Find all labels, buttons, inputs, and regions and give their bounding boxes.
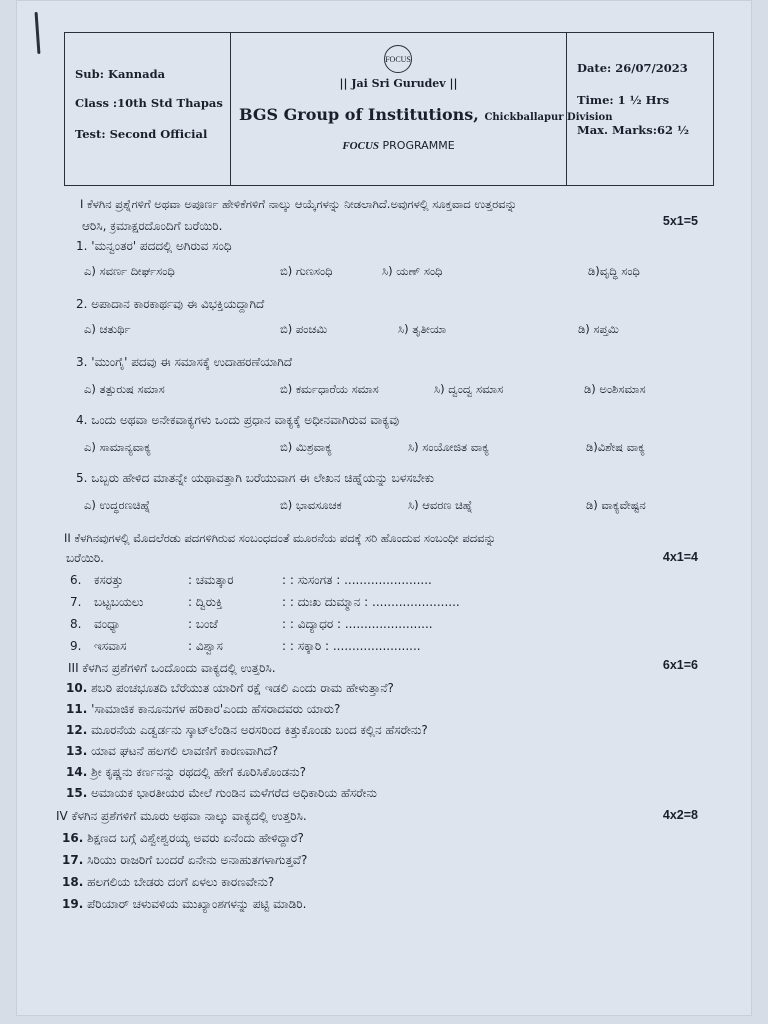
question-4: 4. ಒಂದು ಅಥವಾ ಅನೇಕವಾಕ್ಯಗಳು ಒಂದು ಪ್ರಧಾನ ವಾಕ್ಯಕ್ಕೆ ಅಧೀನವಾಗಿರುವ ವಾಕ್ಯವು: [76, 413, 400, 427]
motto: || Jai Sri Gurudev ||: [339, 77, 458, 90]
q3-option-b: ಬಿ) ಕರ್ಮಧಾರೆಯ ಸಮಾಸ: [280, 382, 379, 396]
analogy-word1: ಕಸರತ್ತು: [94, 573, 124, 587]
q5-option-a: ಎ) ಉದ್ಧರಣಚಿಹ್ನೆ: [84, 498, 151, 512]
analogy-word1: ವಂಧ್ಯಾ: [94, 617, 121, 631]
test-name: Test: Second Official: [75, 127, 208, 141]
analogy-word3: : : ದುಃಖ ದುಮ್ಮಾನ : .......................: [282, 595, 460, 609]
exam-time: Time: 1 ½ Hrs: [577, 93, 670, 107]
class-info: Class :10th Std Thapas: [75, 96, 223, 110]
q2-option-d: ಡಿ) ಸಪ್ತಮಿ: [578, 322, 619, 336]
q3-option-a: ಎ) ತತ್ಪುರುಷ ಸಮಾಸ: [84, 382, 165, 396]
question-16: 16. ಶಿಕ್ಷಣದ ಬಗ್ಗೆ ವಿಶ್ವೇಶ್ವರಯ್ಯ ಅವರು ಏನೆಂದು ಹೇಳಿದ್ದಾರೆ?: [62, 831, 304, 845]
q4-option-a: ಎ) ಸಾಮಾನ್ಯವಾಕ್ಯ: [84, 440, 151, 454]
analogy-number: 7.: [70, 595, 82, 609]
header-right: [567, 33, 713, 185]
q1-option-d: ಡಿ)ವೃದ್ಧಿ ಸಂಧಿ: [588, 264, 640, 278]
question-18: 18. ಹಲಗಲಿಯ ಬೇಡರು ದಂಗೆ ಏಳಲು ಕಾರಣವೇನು?: [62, 875, 275, 889]
analogy-word3: : : ವಿದ್ಯಾಧರ : .......................: [282, 617, 433, 631]
analogy-number: 8.: [70, 617, 82, 631]
q1-option-b: ಬಿ) ಗುಣಸಂಧಿ: [280, 264, 333, 278]
margin-pen-mark: [35, 12, 41, 54]
q4-option-c: ಸಿ) ಸಂಯೋಜಿತ ವಾಕ್ಯ: [408, 440, 490, 454]
question-11: 11. 'ಸಾಮಾಜಿಕ ಕಾನೂನುಗಳ ಹರಿಕಾರ'ಎಂದು ಹೆಸರಾದವರು ಯಾರು?: [66, 702, 341, 716]
section4-marks: 4x2=8: [662, 808, 698, 822]
question-2: 2. ಅಪಾದಾನ ಕಾರಕಾರ್ಥವು ಈ ವಿಭಕ್ತಿಯದ್ದಾಗಿದೆ: [76, 297, 265, 311]
programme-label: FOCUS PROGRAMME: [342, 139, 455, 152]
institution-name: BGS Group of Institutions, Chickballapur Division: [239, 105, 613, 124]
section2-marks: 4x1=4: [662, 550, 698, 564]
section2-instruction-cont: ಬರೆಯಿರಿ.: [66, 551, 104, 565]
analogy-word2: : ಚಮತ್ಕಾರ: [188, 573, 234, 587]
question-19: 19. ಪೆರಿಯಾರ್ ಚಳುವಳಿಯ ಮುಖ್ಯಾಂಶಗಳನ್ನು ಪಟ್ಟಿ ಮಾಡಿರಿ.: [62, 897, 307, 911]
max-marks: Max. Marks:62 ½: [577, 123, 689, 137]
question-10: 10. ಶಬರಿ ಪಂಚಭೂತದಿ ಬೆರೆಯುತ ಯಾರಿಗೆ ರಕ್ಷೆ ಇಡಲಿ ಎಂದು ರಾಮ ಹೇಳುತ್ತಾನೆ?: [66, 681, 394, 695]
section2-instruction: II ಕೆಳಗಿನವುಗಳಲ್ಲಿ ಮೊದಲೆರಡು ಪದಗಳಿಗಿರುವ ಸಂಬಂಧದಂತೆ ಮೂರನೆಯ ಪದಕ್ಕೆ ಸರಿ ಹೊಂದುವ ಸಂಬಂಧೀ ಪದವನ್ನು: [64, 531, 497, 545]
analogy-word2: : ಬಂಜೆ: [188, 617, 218, 631]
question-17: 17. ಸಿರಿಯು ರಾಜರಿಗೆ ಬಂದರೆ ಏನೇನು ಅನಾಹುತಗಳಾಗುತ್ತವೆ?: [62, 853, 308, 867]
question-15: 15. ಅಮಾಯಕ ಭಾರತೀಯರ ಮೇಲೆ ಗುಂಡಿನ ಮಳೆಗರೆದ ಅಧಿಕಾರಿಯ ಹೆಸರೇನು: [66, 786, 377, 800]
subject: Sub: Kannada: [75, 67, 166, 81]
header-box: [64, 32, 714, 186]
section3-marks: 6x1=6: [662, 658, 698, 672]
q3-option-c: ಸಿ) ದ್ವಂದ್ವ ಸಮಾಸ: [434, 382, 504, 396]
focus-logo: FOCUS: [384, 45, 412, 73]
question-5: 5. ಒಬ್ಬರು ಹೇಳಿದ ಮಾತನ್ನೇ ಯಥಾವತ್ತಾಗಿ ಬರೆಯುವಾಗ ಈ ಲೇಖನ ಚಿಹ್ನೆಯನ್ನು ಬಳಸಬೇಕು: [76, 471, 435, 485]
exam-paper: [16, 0, 752, 1016]
header-center: [231, 33, 613, 185]
q5-option-b: ಬಿ) ಭಾವಸೂಚಕ: [280, 498, 342, 512]
question-1: 1. 'ಮನ್ವಂತರ' ಪದದಲ್ಲಿ ಅಗಿರುವ ಸಂಧಿ: [76, 239, 232, 253]
division: Chickballapur Division: [484, 112, 613, 123]
section1-marks: 5x1=5: [662, 214, 698, 228]
header-left: [65, 33, 231, 185]
q2-option-b: ಬಿ) ಪಂಚಮಿ: [280, 322, 328, 336]
q4-option-b: ಬಿ) ಮಿಶ್ರವಾಕ್ಯ: [280, 440, 332, 454]
question-3: 3. 'ಮುಂಗೈ' ಪದವು ಈ ಸಮಾಸಕ್ಕೆ ಉದಾಹರಣೆಯಾಗಿದೆ: [76, 355, 293, 369]
question-12: 12. ಮೂರನೆಯ ಎಡ್ವರ್ಡನು ಸ್ಕಾಟ್‌ಲೆಂಡಿನ ಅರಸರಿಂದ ಕಿತ್ತುಕೊಂಡು ಬಂದ ಕಲ್ಲಿನ ಹೆಸರೇನು?: [66, 723, 428, 737]
analogy-word3: : : ಸುಸಂಗತ : .......................: [282, 573, 432, 587]
q4-option-d: ಡಿ)ವಿಶೇಷ ವಾಕ್ಯ: [586, 440, 645, 454]
analogy-number: 6.: [70, 573, 82, 587]
analogy-word2: : ವಿಶ್ವಾಸ: [188, 639, 223, 653]
exam-date: Date: 26/07/2023: [577, 61, 688, 75]
q1-option-a: ಎ) ಸವರ್ಣ ದೀರ್ಘಸಂಧಿ: [84, 264, 175, 278]
analogy-word3: : : ಸಕ್ಕಾರಿ : .......................: [282, 639, 421, 653]
q2-option-c: ಸಿ) ತೃತೀಯಾ: [398, 322, 447, 336]
section3-instruction: III ಕೆಳಗಿನ ಪ್ರಶೆಗಳಿಗೆ ಒಂದೊಂದು ವಾಕ್ಯದಲ್ಲಿ ಉತ್ತರಿಸಿ.: [68, 661, 276, 675]
analogy-number: 9.: [70, 639, 82, 653]
question-13: 13. ಯಾವ ಘಟನೆ ಹಲಗಲಿ ಲಾವಣಿಗೆ ಕಾರಣವಾಗಿದೆ?: [66, 744, 279, 758]
q1-option-c: ಸಿ) ಯಣ್ ಸಂಧಿ: [382, 264, 443, 278]
section1-instruction: I ಕೆಳಗಿನ ಪ್ರಶ್ನೆಗಳಿಗೆ ಅಥವಾ ಅಪೂರ್ಣ ಹೇಳಿಕೆಗಳಿಗೆ ನಾಲ್ಕು ಆಯ್ಕೆಗಳನ್ನು ನೀಡಲಾಗಿದೆ.ಅವುಗಳಲ್ಲಿ ಸೂಕ್ತವಾದ ಉತ್ತರವನ್ನು: [80, 197, 518, 211]
q5-option-c: ಸಿ) ಆವರಣ ಚಿಹ್ನೆ: [408, 498, 473, 512]
section1-instruction-cont: ಆರಿಸಿ, ಕ್ರಮಾಕ್ಷರದೊಂದಿಗೆ ಬರೆಯಿರಿ.: [82, 219, 223, 233]
q5-option-d: ಡಿ) ವಾಕ್ಯವೇಷ್ಟನ: [586, 498, 646, 512]
analogy-word1: ಬಟ್ಟಬಯಲು: [94, 595, 144, 609]
question-14: 14. ಶ್ರೀ ಕೃಷ್ಣನು ಕರ್ಣನನ್ನು ರಥದಲ್ಲಿ ಹೇಗೆ ಕೂರಿಸಿಕೊಂಡನು?: [66, 765, 307, 779]
analogy-word2: : ದ್ವಿರುಕ್ತಿ: [188, 595, 223, 609]
analogy-word1: ಇಸವಾಸ: [94, 639, 127, 653]
q3-option-d: ಡಿ) ಅಂಶಿಸಮಾಸ: [584, 382, 646, 396]
section4-instruction: IV ಕೆಳಗಿನ ಪ್ರಶೆಗಳಿಗೆ ಮೂರು ಅಥವಾ ನಾಲ್ಕು ವಾಕ್ಯದಲ್ಲಿ ಉತ್ತರಿಸಿ.: [56, 809, 307, 823]
q2-option-a: ಎ) ಚತುರ್ಥಿ: [84, 322, 131, 336]
